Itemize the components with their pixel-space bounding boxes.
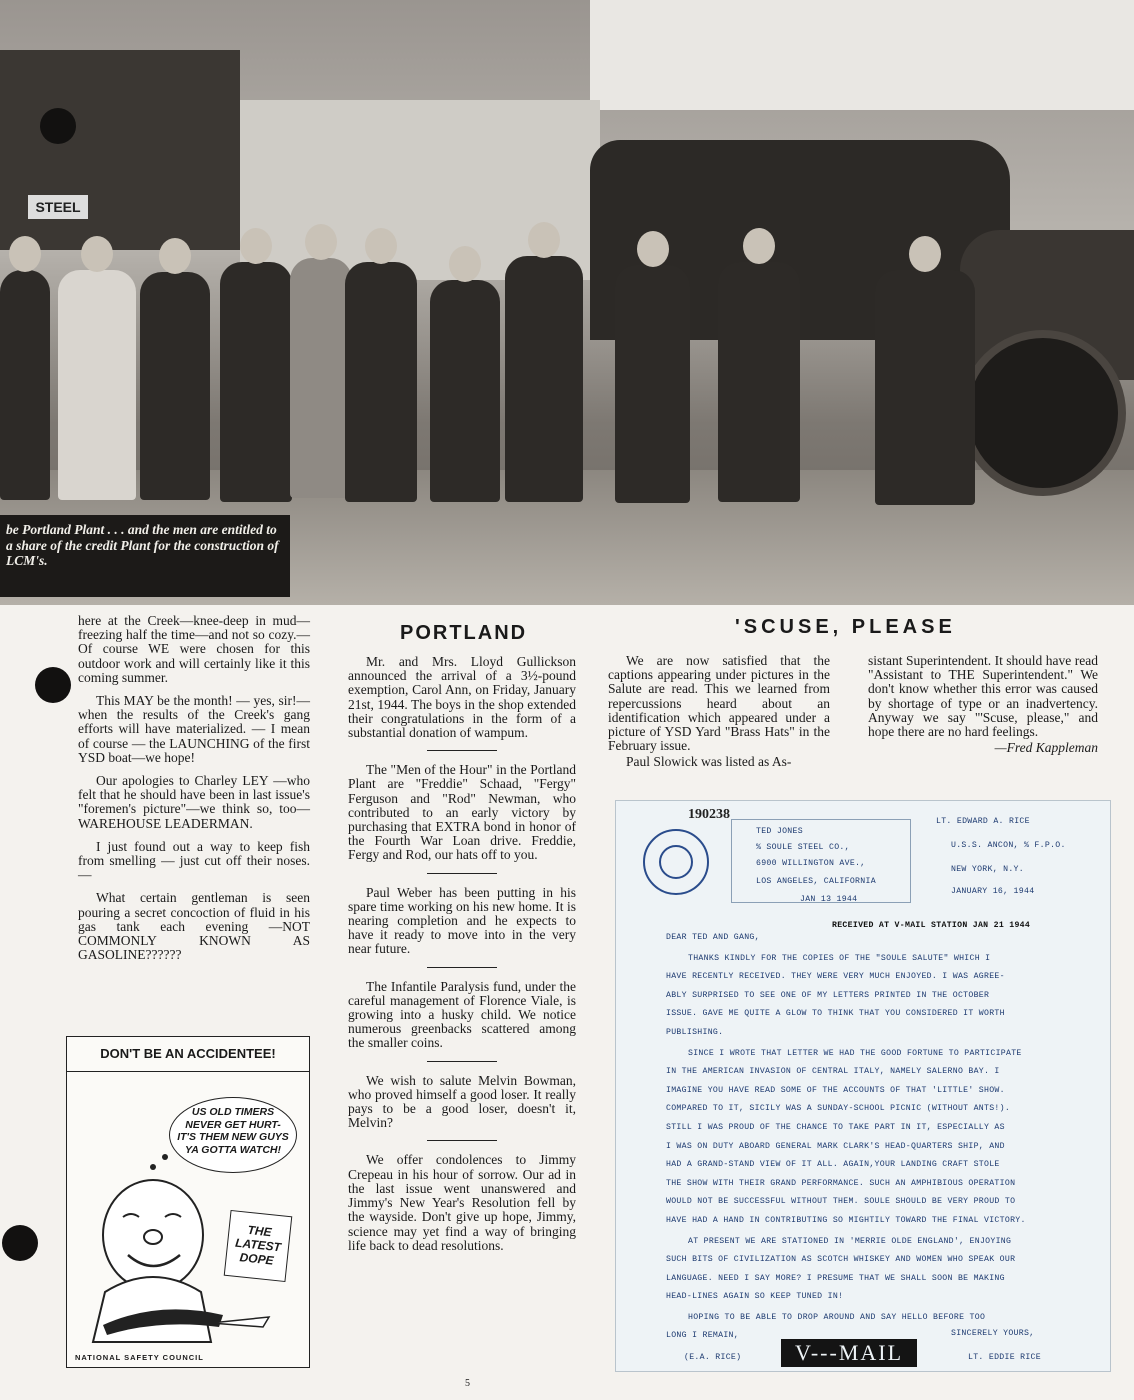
- vmail-logo: V---MAIL: [781, 1339, 917, 1367]
- column-paragraph: Paul Slowick was listed as As-: [626, 754, 792, 770]
- vmail-body: [666, 931, 1106, 1350]
- divider: [427, 1061, 497, 1062]
- column-paragraph: We are now satisfied that the captions appearing under pictures in the Salute are read. This we learned from repercussions heard about an identification which appeared under a picture of YSD Yard "Brass Hats" in the February issue.: [608, 653, 830, 754]
- letter-line: LONG I REMAIN,: [666, 1331, 739, 1341]
- column-paragraph: The Infantile Paralysis fund, under the careful management of Florence Viale, is growing into a husky child. We notice numerous greenbacks scattered among the smaller coins.: [348, 978, 576, 1051]
- letter-line: SUCH BITS OF CIVILIZATION AS SCOTCH WHISKEY AND WOMEN WHO SPEAK OUR: [666, 1255, 1016, 1265]
- scuse-column-1: [608, 654, 830, 779]
- column-paragraph: What certain gentleman is seen pouring a secret concoction of fluid in his gas tank each evening —NOT COMMONLY KNOWN AS GASOLINE??????: [78, 890, 310, 963]
- letter-line: COMPARED TO IT, SICILY WAS A SUNDAY-SCHOOL PICNIC (WITHOUT ANTS!).: [666, 1104, 1011, 1114]
- worker: [345, 262, 417, 502]
- page-number: 5: [465, 1378, 470, 1389]
- column-paragraph: We offer condolences to Jimmy Crepeau in his hour of sorrow. Our ad in the last issue went unanswered and Jimmy's New Year's Resolution fell by the wayside. Don't give up hope, Jimmy, science may yet find a way of bringing life back to dead resolutions.: [348, 1152, 576, 1253]
- stamp-date: JAN 13 1944: [800, 895, 858, 904]
- initials: (E.A. RICE): [684, 1353, 742, 1362]
- letter-line: DEAR TED AND GANG,: [666, 933, 760, 942]
- safety-ad-footer: NATIONAL SAFETY COUNCIL: [75, 1353, 204, 1362]
- column-paragraph: here at the Creek—knee-deep in mud—freezing half the time—and not so cozy.—Of course WE were chosen for this outdoor work and will certainly like it this coming summer.: [78, 613, 310, 685]
- closing: SINCERELY YOURS,: [951, 1329, 1035, 1338]
- left-column: [78, 614, 310, 971]
- worker: [58, 270, 136, 500]
- speech-bubble: US OLD TIMERS NEVER GET HURT-IT'S THEM NEW GUYS YA GOTTA WATCH!: [169, 1097, 297, 1173]
- worker: [875, 270, 975, 505]
- safety-ad-title: DON'T BE AN ACCIDENTEE!: [67, 1037, 309, 1072]
- vmail-letter: [615, 800, 1111, 1372]
- letter-line: STILL I WAS PROUD OF THE CHANCE TO TAKE PART IN IT, ESPECIALLY AS: [666, 1122, 1005, 1132]
- divider: [427, 750, 497, 751]
- worker: [290, 258, 352, 498]
- letter-line: SINCE I WROTE THAT LETTER WE HAD THE GOOD FORTUNE TO PARTICIPATE: [688, 1048, 1022, 1058]
- received-stamp: RECEIVED AT V-MAIL STATION JAN 21 1944: [832, 921, 1031, 930]
- worker: [0, 270, 50, 500]
- column-paragraph: Paul Weber has been putting in his spare time working on his new home. It is nearing completion and he expects to have it ready to move into in the very near future.: [348, 884, 576, 957]
- letter-line: WOULD NOT BE SUCCESSFUL WITHOUT THEM. SOULE SHOULD BE VERY PROUD TO: [666, 1197, 1016, 1207]
- column-paragraph: The "Men of the Hour" in the Portland Plant are "Freddie" Schaad, "Fergy" Ferguson and "Rod" Newman, who contributed to an early victory by purchasing that EXTRA bond in honor of the Fourth War Loan drive. Freddie, Fergy and Rod, our hats off to you.: [348, 762, 576, 863]
- signature: —Fred Kappleman: [994, 740, 1098, 756]
- letter-line: I WAS ON DUTY ABOARD GENERAL MARK CLARK'S HEAD-QUARTERS SHIP, AND: [666, 1141, 1005, 1151]
- censor-stamp-icon: [643, 829, 709, 895]
- divider: [427, 1140, 497, 1141]
- steel-sign: STEEL: [28, 195, 88, 219]
- binder-hole: [40, 108, 76, 144]
- from-line: JANUARY 16, 1944: [951, 887, 1035, 896]
- worker: [718, 262, 800, 502]
- binder-hole: [2, 1225, 38, 1261]
- photo-caption: be Portland Plant . . . and the men are entitled to a share of the credit Plant for the construction of LCM's.: [6, 522, 279, 568]
- binder-hole: [35, 667, 71, 703]
- to-line: % SOULE STEEL CO.,: [756, 843, 850, 852]
- from-line: LT. EDWARD A. RICE: [936, 817, 1030, 826]
- divider: [427, 873, 497, 874]
- letter-line: ABLY SURPRISED TO SEE ONE OF MY LETTERS PRINTED IN THE OCTOBER: [666, 990, 990, 1000]
- letter-line: HOPING TO BE ABLE TO DROP AROUND AND SAY HELLO BEFORE TOO: [688, 1312, 986, 1322]
- letter-line: THANKS KINDLY FOR THE COPIES OF THE "SOULE SALUTE" WHICH I: [688, 953, 991, 963]
- sign-board: THE LATEST DOPE: [224, 1210, 293, 1282]
- safety-ad: [66, 1036, 310, 1368]
- letter-line: ISSUE. GAVE ME QUITE A GLOW TO THINK THAT YOU CONSIDERED IT WORTH: [666, 1009, 1005, 1019]
- to-line: TED JONES: [756, 827, 803, 836]
- letter-line: HAVE HAD A HAND IN CONTRIBUTING SO MIGHTILY TOWARD THE FINAL VICTORY.: [666, 1215, 1026, 1225]
- scuse-column-2: [868, 654, 1098, 755]
- vmail-number: 190238: [688, 807, 730, 822]
- letter-line: HAVE RECENTLY RECEIVED. THEY WERE VERY MUCH ENJOYED. I WAS AGREE-: [666, 972, 1005, 982]
- divider: [427, 967, 497, 968]
- worker: [430, 280, 500, 502]
- to-line: LOS ANGELES, CALIFORNIA: [756, 877, 876, 886]
- from-line: NEW YORK, N.Y.: [951, 865, 1024, 874]
- column-paragraph: sistant Superintendent. It should have read "Assistant to THE Superintendent." We don't know whether this error was caused by shortage of type or an inadvertency. Anyway we say "'Scuse, please," and hope there are no hard feelings.: [868, 653, 1098, 740]
- column-paragraph: This MAY be the month! — yes, sir!—when the results of the Creek's gang efforts will have materialized. — I mean of course — the LAUNCHING of the first YSD boat—we hope!: [78, 693, 310, 765]
- letter-line: THE SHOW WITH THEIR GRAND PERFORMANCE. SUCH AN AMPHIBIOUS OPERATION: [666, 1178, 1016, 1188]
- portland-headline: PORTLAND: [400, 622, 528, 644]
- letter-line: IMAGINE YOU HAVE READ SOME OF THE ACCOUNTS OF THAT 'LITTLE' SHOW.: [666, 1085, 1005, 1095]
- letter-line: HEAD-LINES AGAIN SO KEEP TUNED IN!: [666, 1292, 844, 1302]
- column-paragraph: We wish to salute Melvin Bowman, who proved himself a good loser. It really pays to be a good loser, doesn't it, Melvin?: [348, 1072, 576, 1131]
- letter-line: PUBLISHING.: [666, 1027, 724, 1037]
- worker: [505, 256, 583, 502]
- portland-column: [348, 655, 576, 1262]
- letter-line: IN THE AMERICAN INVASION OF CENTRAL ITALY, NAMELY SALERNO BAY. I: [666, 1067, 1000, 1077]
- to-line: 6900 WILLINGTON AVE.,: [756, 859, 866, 868]
- column-paragraph: I just found out a way to keep fish from smelling — just cut off their noses.—: [78, 838, 310, 883]
- letter-line: HAD A GRAND-STAND VIEW OF IT ALL. AGAIN,YOUR LANDING CRAFT STOLE: [666, 1160, 1000, 1170]
- worker: [220, 262, 292, 502]
- letter-line: AT PRESENT WE ARE STATIONED IN 'MERRIE OLDE ENGLAND', ENJOYING: [688, 1236, 1012, 1246]
- from-line: U.S.S. ANCON, % F.P.O.: [951, 841, 1066, 850]
- worker: [615, 265, 690, 503]
- letter-line: LANGUAGE. NEED I SAY MORE? I PRESUME THAT WE SHALL SOON BE MAKING: [666, 1273, 1005, 1283]
- worker: [140, 272, 210, 500]
- scuse-headline: 'SCUSE, PLEASE: [735, 616, 956, 638]
- column-paragraph: Mr. and Mrs. Lloyd Gullickson announced the arrival of a 3½-pound exemption, Carol Ann, on Friday, January 21st, 1944. The boys in the shop extended their congratulations in the form of a substantial donation of wampum.: [348, 654, 576, 741]
- signer: LT. EDDIE RICE: [968, 1353, 1041, 1362]
- column-paragraph: Our apologies to Charley LEY —who felt that he should have been in last issue's "foremen's picture"—we think so, too—WAREHOUSE LEADERMAN.: [78, 773, 310, 831]
